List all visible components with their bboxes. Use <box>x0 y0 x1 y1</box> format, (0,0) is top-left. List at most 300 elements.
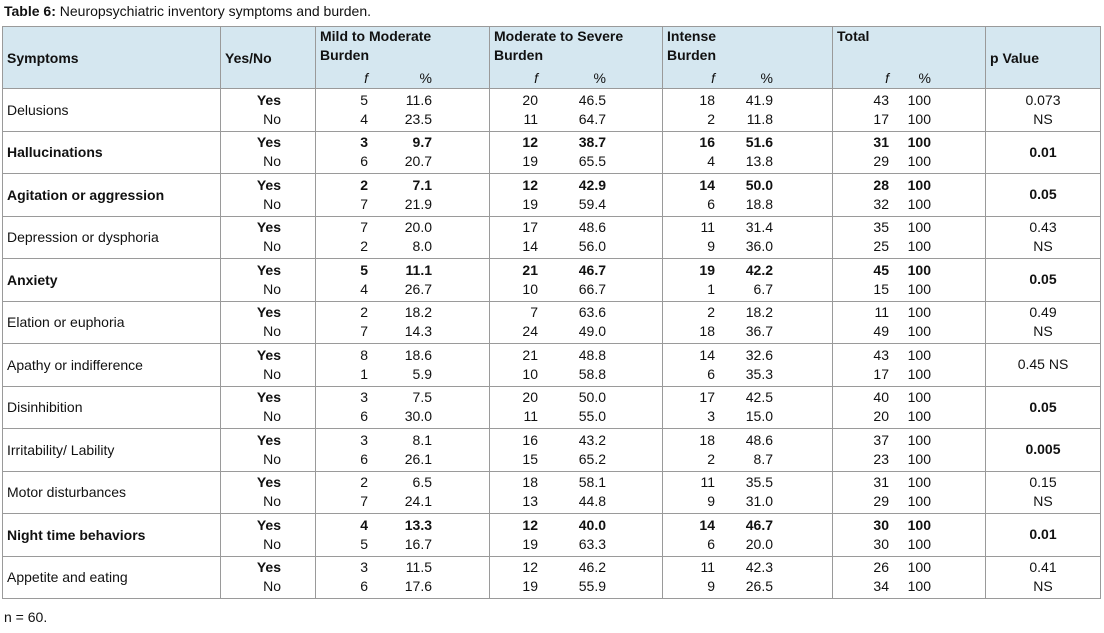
mod-cell <box>490 301 663 344</box>
pct-value: 7.1 <box>412 176 432 193</box>
pct-value: 46.2 <box>578 559 606 576</box>
yes-label: Yes <box>256 261 281 278</box>
pct-value: 35.5 <box>745 474 773 491</box>
pct-value: 18.8 <box>745 195 773 212</box>
pct-value: 26.1 <box>404 450 432 467</box>
pct-value: 32.6 <box>745 346 773 363</box>
yes-no-cell <box>221 344 316 387</box>
f-value: 2 <box>360 474 368 491</box>
pct-value: 100 <box>907 176 931 193</box>
pct-value: 15.0 <box>745 408 773 425</box>
yes-label: Yes <box>256 389 281 406</box>
f-value: 1 <box>707 280 715 297</box>
f-value: 9 <box>707 493 715 510</box>
pct-value: 100 <box>907 134 931 151</box>
f-value: 3 <box>360 389 368 406</box>
pct-value: 31.0 <box>745 493 773 510</box>
no-label: No <box>263 365 281 382</box>
pct-value: 6.5 <box>412 474 432 491</box>
header-yes-no: Yes/No <box>221 27 316 89</box>
tot-cell <box>833 259 986 302</box>
pct-value: 55.0 <box>578 408 606 425</box>
pct-value: 51.6 <box>745 134 773 151</box>
f-value: 18 <box>699 323 715 340</box>
int-cell <box>663 471 833 514</box>
pct-value: 48.6 <box>578 219 606 236</box>
f-value: 2 <box>360 238 368 255</box>
pct-value: 11.8 <box>746 110 773 127</box>
f-value: 19 <box>699 261 715 278</box>
f-value: 7 <box>360 493 368 510</box>
mod-cell <box>490 556 663 599</box>
table-row <box>3 131 1101 174</box>
f-value: 3 <box>707 408 715 425</box>
tot-cell <box>833 386 986 429</box>
mod-cell <box>490 429 663 472</box>
f-value: 4 <box>707 153 715 170</box>
pct-value: 26.5 <box>745 578 773 595</box>
yes-label: Yes <box>256 134 281 151</box>
symptom-cell: Disinhibition <box>3 386 221 429</box>
yes-label: Yes <box>256 474 281 491</box>
pct-value: 58.8 <box>578 365 606 382</box>
table-row <box>3 216 1101 259</box>
mild-cell <box>316 344 490 387</box>
nps-table <box>2 26 1101 599</box>
table-row <box>3 344 1101 387</box>
yes-no-cell <box>221 216 316 259</box>
f-value: 15 <box>522 450 538 467</box>
pct-value: 8.7 <box>753 450 773 467</box>
f-value: 21 <box>522 261 538 278</box>
pct-value: 21.9 <box>404 195 432 212</box>
tot-cell <box>833 216 986 259</box>
f-value: 23 <box>873 450 889 467</box>
int-cell <box>663 344 833 387</box>
mod-cell <box>490 216 663 259</box>
p-value: 0.49 <box>1029 304 1057 321</box>
f-value: 3 <box>360 431 368 448</box>
pct-value: 100 <box>907 238 931 255</box>
pct-value: 100 <box>907 323 931 340</box>
pct-value: 100 <box>907 195 931 212</box>
p-value-cell <box>986 216 1101 259</box>
f-value: 11 <box>523 408 538 425</box>
f-value: 7 <box>360 323 368 340</box>
p-value-cell <box>986 556 1101 599</box>
yes-no-cell <box>221 556 316 599</box>
yes-no-cell <box>221 471 316 514</box>
no-label: No <box>263 323 281 340</box>
pct-value: 100 <box>907 493 931 510</box>
pct-value: 100 <box>907 559 931 576</box>
pct-value: 56.0 <box>578 238 606 255</box>
f-value: 17 <box>699 389 715 406</box>
f-value: 24 <box>522 323 538 340</box>
table-caption <box>4 2 371 20</box>
pct-value: 7.5 <box>412 389 432 406</box>
p-value-cell <box>986 344 1101 387</box>
f-value: 21 <box>522 346 538 363</box>
p-value-cell <box>986 259 1101 302</box>
p-significance: NS <box>1033 238 1053 255</box>
f-value: 10 <box>522 365 538 382</box>
int-cell <box>663 216 833 259</box>
yes-label: Yes <box>256 559 281 576</box>
f-value: 12 <box>522 559 538 576</box>
pct-value: 100 <box>907 91 931 108</box>
mild-cell <box>316 386 490 429</box>
f-value: 18 <box>699 431 715 448</box>
no-label: No <box>263 195 281 212</box>
pct-value: 42.9 <box>578 176 606 193</box>
pct-value: 100 <box>907 431 931 448</box>
table-row <box>3 301 1101 344</box>
pct-value: 23.5 <box>404 110 432 127</box>
f-value: 30 <box>873 535 889 552</box>
f-value: 2 <box>707 450 715 467</box>
table-row <box>3 514 1101 557</box>
f-value: 43 <box>873 346 889 363</box>
yes-label: Yes <box>256 91 281 108</box>
f-value: 2 <box>360 176 368 193</box>
f-value: 3 <box>360 134 368 151</box>
f-value: 6 <box>707 195 715 212</box>
pct-value: 20.7 <box>404 153 432 170</box>
pct-value: 50.0 <box>745 176 773 193</box>
p-value-cell <box>986 301 1101 344</box>
f-value: 5 <box>360 91 368 108</box>
yes-label: Yes <box>256 304 281 321</box>
int-cell <box>663 429 833 472</box>
f-value: 34 <box>873 578 889 595</box>
p-value: 0.01 <box>1029 143 1057 160</box>
p-value-cell <box>986 89 1101 132</box>
p-value: 0.15 <box>1029 474 1057 491</box>
p-value-cell <box>986 471 1101 514</box>
pct-value: 13.3 <box>404 516 432 533</box>
pct-value: 38.7 <box>578 134 606 151</box>
mod-cell <box>490 131 663 174</box>
table-row <box>3 174 1101 217</box>
f-value: 17 <box>873 365 889 382</box>
mild-cell <box>316 514 490 557</box>
f-value: 19 <box>522 535 538 552</box>
table-row <box>3 556 1101 599</box>
table-row <box>3 471 1101 514</box>
p-significance: NS <box>1033 578 1053 595</box>
p-value: 0.41 <box>1029 559 1057 576</box>
int-cell <box>663 386 833 429</box>
pct-value: 100 <box>907 346 931 363</box>
mod-cell <box>490 514 663 557</box>
mild-cell <box>316 556 490 599</box>
pct-value: 46.5 <box>578 91 606 108</box>
f-value: 6 <box>360 153 368 170</box>
f-value: 9 <box>707 578 715 595</box>
tot-cell <box>833 471 986 514</box>
yes-no-cell <box>221 131 316 174</box>
no-label: No <box>263 493 281 510</box>
pct-value: 20.0 <box>745 535 773 552</box>
f-value: 2 <box>707 110 715 127</box>
p-value-cell <box>986 386 1101 429</box>
p-value-cell <box>986 174 1101 217</box>
f-value: 19 <box>522 195 538 212</box>
pct-value: 64.7 <box>578 110 606 127</box>
pct-value: 100 <box>907 153 931 170</box>
f-value: 16 <box>522 431 538 448</box>
p-significance: NS <box>1033 323 1053 340</box>
pct-value: 36.0 <box>745 238 773 255</box>
pct-value: 42.5 <box>745 389 773 406</box>
int-cell <box>663 89 833 132</box>
f-value: 29 <box>873 153 889 170</box>
p-value-cell <box>986 429 1101 472</box>
table-row <box>3 386 1101 429</box>
pct-value: 100 <box>907 365 931 382</box>
pct-value: 8.0 <box>412 238 432 255</box>
pct-value: 11.1 <box>405 261 432 278</box>
caption-text: Neuropsychiatric inventory symptoms and burden. <box>55 3 372 19</box>
p-value-cell <box>986 131 1101 174</box>
p-significance: NS <box>1033 493 1053 510</box>
symptom-cell: Irritability/ Lability <box>3 429 221 472</box>
symptom-cell: Anxiety <box>3 259 221 302</box>
mild-cell <box>316 216 490 259</box>
f-value: 18 <box>699 91 715 108</box>
pct-value: 100 <box>907 280 931 297</box>
pct-value: 5.9 <box>412 365 432 382</box>
header-intense: Intense Burden f % <box>663 27 833 89</box>
yes-no-cell <box>221 386 316 429</box>
f-value: 30 <box>873 516 889 533</box>
f-value: 12 <box>522 134 538 151</box>
f-value: 31 <box>873 134 889 151</box>
yes-no-cell <box>221 301 316 344</box>
symptom-cell: Delusions <box>3 89 221 132</box>
header-total: Total f % <box>833 27 986 89</box>
f-value: 45 <box>873 261 889 278</box>
symptom-cell: Motor disturbances <box>3 471 221 514</box>
f-value: 6 <box>707 365 715 382</box>
f-value: 13 <box>522 493 538 510</box>
symptom-cell: Agitation or aggression <box>3 174 221 217</box>
pct-value: 24.1 <box>404 493 432 510</box>
p-value: 0.43 <box>1029 219 1057 236</box>
f-value: 3 <box>360 559 368 576</box>
p-value-cell <box>986 514 1101 557</box>
f-value: 20 <box>522 389 538 406</box>
symptom-cell: Hallucinations <box>3 131 221 174</box>
int-cell <box>663 131 833 174</box>
pct-value: 35.3 <box>745 365 773 382</box>
f-value: 6 <box>360 450 368 467</box>
pct-value: 100 <box>907 516 931 533</box>
yes-label: Yes <box>256 516 281 533</box>
pct-value: 44.8 <box>578 493 606 510</box>
f-value: 31 <box>873 474 889 491</box>
f-value: 18 <box>522 474 538 491</box>
f-value: 19 <box>522 153 538 170</box>
pct-value: 46.7 <box>745 516 773 533</box>
int-cell <box>663 301 833 344</box>
pct-value: 18.2 <box>745 304 773 321</box>
tot-cell <box>833 514 986 557</box>
yes-no-cell <box>221 514 316 557</box>
tot-cell <box>833 174 986 217</box>
yes-no-cell <box>221 259 316 302</box>
pct-value: 65.5 <box>578 153 606 170</box>
no-label: No <box>263 578 281 595</box>
symptom-cell: Apathy or indifference <box>3 344 221 387</box>
table-row <box>3 429 1101 472</box>
pct-value: 100 <box>907 408 931 425</box>
yes-no-cell <box>221 89 316 132</box>
pct-value: 48.6 <box>745 431 773 448</box>
f-value: 6 <box>360 578 368 595</box>
f-value: 16 <box>699 134 715 151</box>
no-label: No <box>263 110 281 127</box>
tot-cell <box>833 89 986 132</box>
pct-value: 59.4 <box>578 195 606 212</box>
p-value: 0.05 <box>1029 398 1057 415</box>
mod-cell <box>490 259 663 302</box>
pct-value: 42.2 <box>745 261 773 278</box>
mild-cell <box>316 301 490 344</box>
pct-value: 66.7 <box>578 280 606 297</box>
pct-value: 100 <box>907 110 931 127</box>
pct-value: 36.7 <box>745 323 773 340</box>
symptom-cell: Depression or dysphoria <box>3 216 221 259</box>
p-value: 0.45 NS <box>1017 356 1069 373</box>
p-value: 0.01 <box>1029 526 1057 543</box>
f-value: 20 <box>522 91 538 108</box>
f-value: 11 <box>700 474 715 491</box>
f-value: 7 <box>530 304 538 321</box>
p-value: 0.05 <box>1029 186 1057 203</box>
mild-cell <box>316 174 490 217</box>
header-mild: Mild to Moderate Burden f % <box>316 27 490 89</box>
mild-cell <box>316 471 490 514</box>
yes-label: Yes <box>256 346 281 363</box>
pct-value: 11.6 <box>405 91 432 108</box>
pct-value: 100 <box>907 450 931 467</box>
tot-cell <box>833 344 986 387</box>
f-value: 32 <box>873 195 889 212</box>
symptom-cell: Appetite and eating <box>3 556 221 599</box>
f-value: 7 <box>360 195 368 212</box>
tot-cell <box>833 429 986 472</box>
f-value: 7 <box>360 219 368 236</box>
pct-value: 50.0 <box>578 389 606 406</box>
f-value: 5 <box>360 261 368 278</box>
mod-cell <box>490 89 663 132</box>
pct-value: 31.4 <box>745 219 773 236</box>
f-value: 20 <box>873 408 889 425</box>
symptom-cell: Night time behaviors <box>3 514 221 557</box>
table-row <box>3 89 1101 132</box>
pct-value: 18.6 <box>404 346 432 363</box>
f-value: 26 <box>873 559 889 576</box>
mild-cell <box>316 259 490 302</box>
f-value: 14 <box>699 346 715 363</box>
pct-value: 43.2 <box>578 431 606 448</box>
pct-value: 49.0 <box>578 323 606 340</box>
f-value: 11 <box>700 559 715 576</box>
f-value: 10 <box>522 280 538 297</box>
f-value: 4 <box>360 110 368 127</box>
pct-value: 100 <box>907 535 931 552</box>
yes-label: Yes <box>256 431 281 448</box>
pct-value: 17.6 <box>404 578 432 595</box>
pct-value: 11.5 <box>405 559 432 576</box>
pct-value: 63.6 <box>578 304 606 321</box>
f-value: 11 <box>523 110 538 127</box>
f-value: 12 <box>522 516 538 533</box>
no-label: No <box>263 450 281 467</box>
yes-no-cell <box>221 429 316 472</box>
f-value: 49 <box>873 323 889 340</box>
f-value: 9 <box>707 238 715 255</box>
header-row <box>3 27 1101 89</box>
p-significance: NS <box>1033 110 1053 127</box>
mild-cell <box>316 131 490 174</box>
pct-value: 100 <box>907 578 931 595</box>
yes-no-cell <box>221 174 316 217</box>
caption-label: Table 6: <box>4 3 56 19</box>
symptom-cell: Elation or euphoria <box>3 301 221 344</box>
f-value: 6 <box>707 535 715 552</box>
int-cell <box>663 514 833 557</box>
f-value: 19 <box>522 578 538 595</box>
no-label: No <box>263 408 281 425</box>
footnote: n = 60. <box>4 609 48 625</box>
header-symptoms: Symptoms <box>3 27 221 89</box>
p-value: 0.005 <box>1025 441 1061 458</box>
pct-value: 58.1 <box>578 474 606 491</box>
f-value: 17 <box>873 110 889 127</box>
mod-cell <box>490 344 663 387</box>
pct-value: 100 <box>907 474 931 491</box>
mild-cell <box>316 89 490 132</box>
pct-value: 20.0 <box>404 219 432 236</box>
mild-cell <box>316 429 490 472</box>
tot-cell <box>833 556 986 599</box>
f-value: 14 <box>522 238 538 255</box>
f-value: 4 <box>360 280 368 297</box>
pct-value: 100 <box>907 261 931 278</box>
f-value: 15 <box>873 280 889 297</box>
f-value: 1 <box>360 365 368 382</box>
f-value: 25 <box>873 238 889 255</box>
no-label: No <box>263 535 281 552</box>
no-label: No <box>263 280 281 297</box>
pct-value: 13.8 <box>745 153 773 170</box>
f-value: 43 <box>873 91 889 108</box>
f-value: 37 <box>873 431 889 448</box>
pct-value: 65.2 <box>578 450 606 467</box>
pct-value: 14.3 <box>404 323 432 340</box>
header-moderate: Moderate to Severe Burden f % <box>490 27 663 89</box>
pct-value: 8.1 <box>412 431 432 448</box>
f-value: 29 <box>873 493 889 510</box>
yes-label: Yes <box>256 219 281 236</box>
f-value: 28 <box>873 176 889 193</box>
header-p-value: p Value <box>986 27 1101 89</box>
pct-value: 26.7 <box>404 280 432 297</box>
p-value: 0.073 <box>1025 91 1061 108</box>
